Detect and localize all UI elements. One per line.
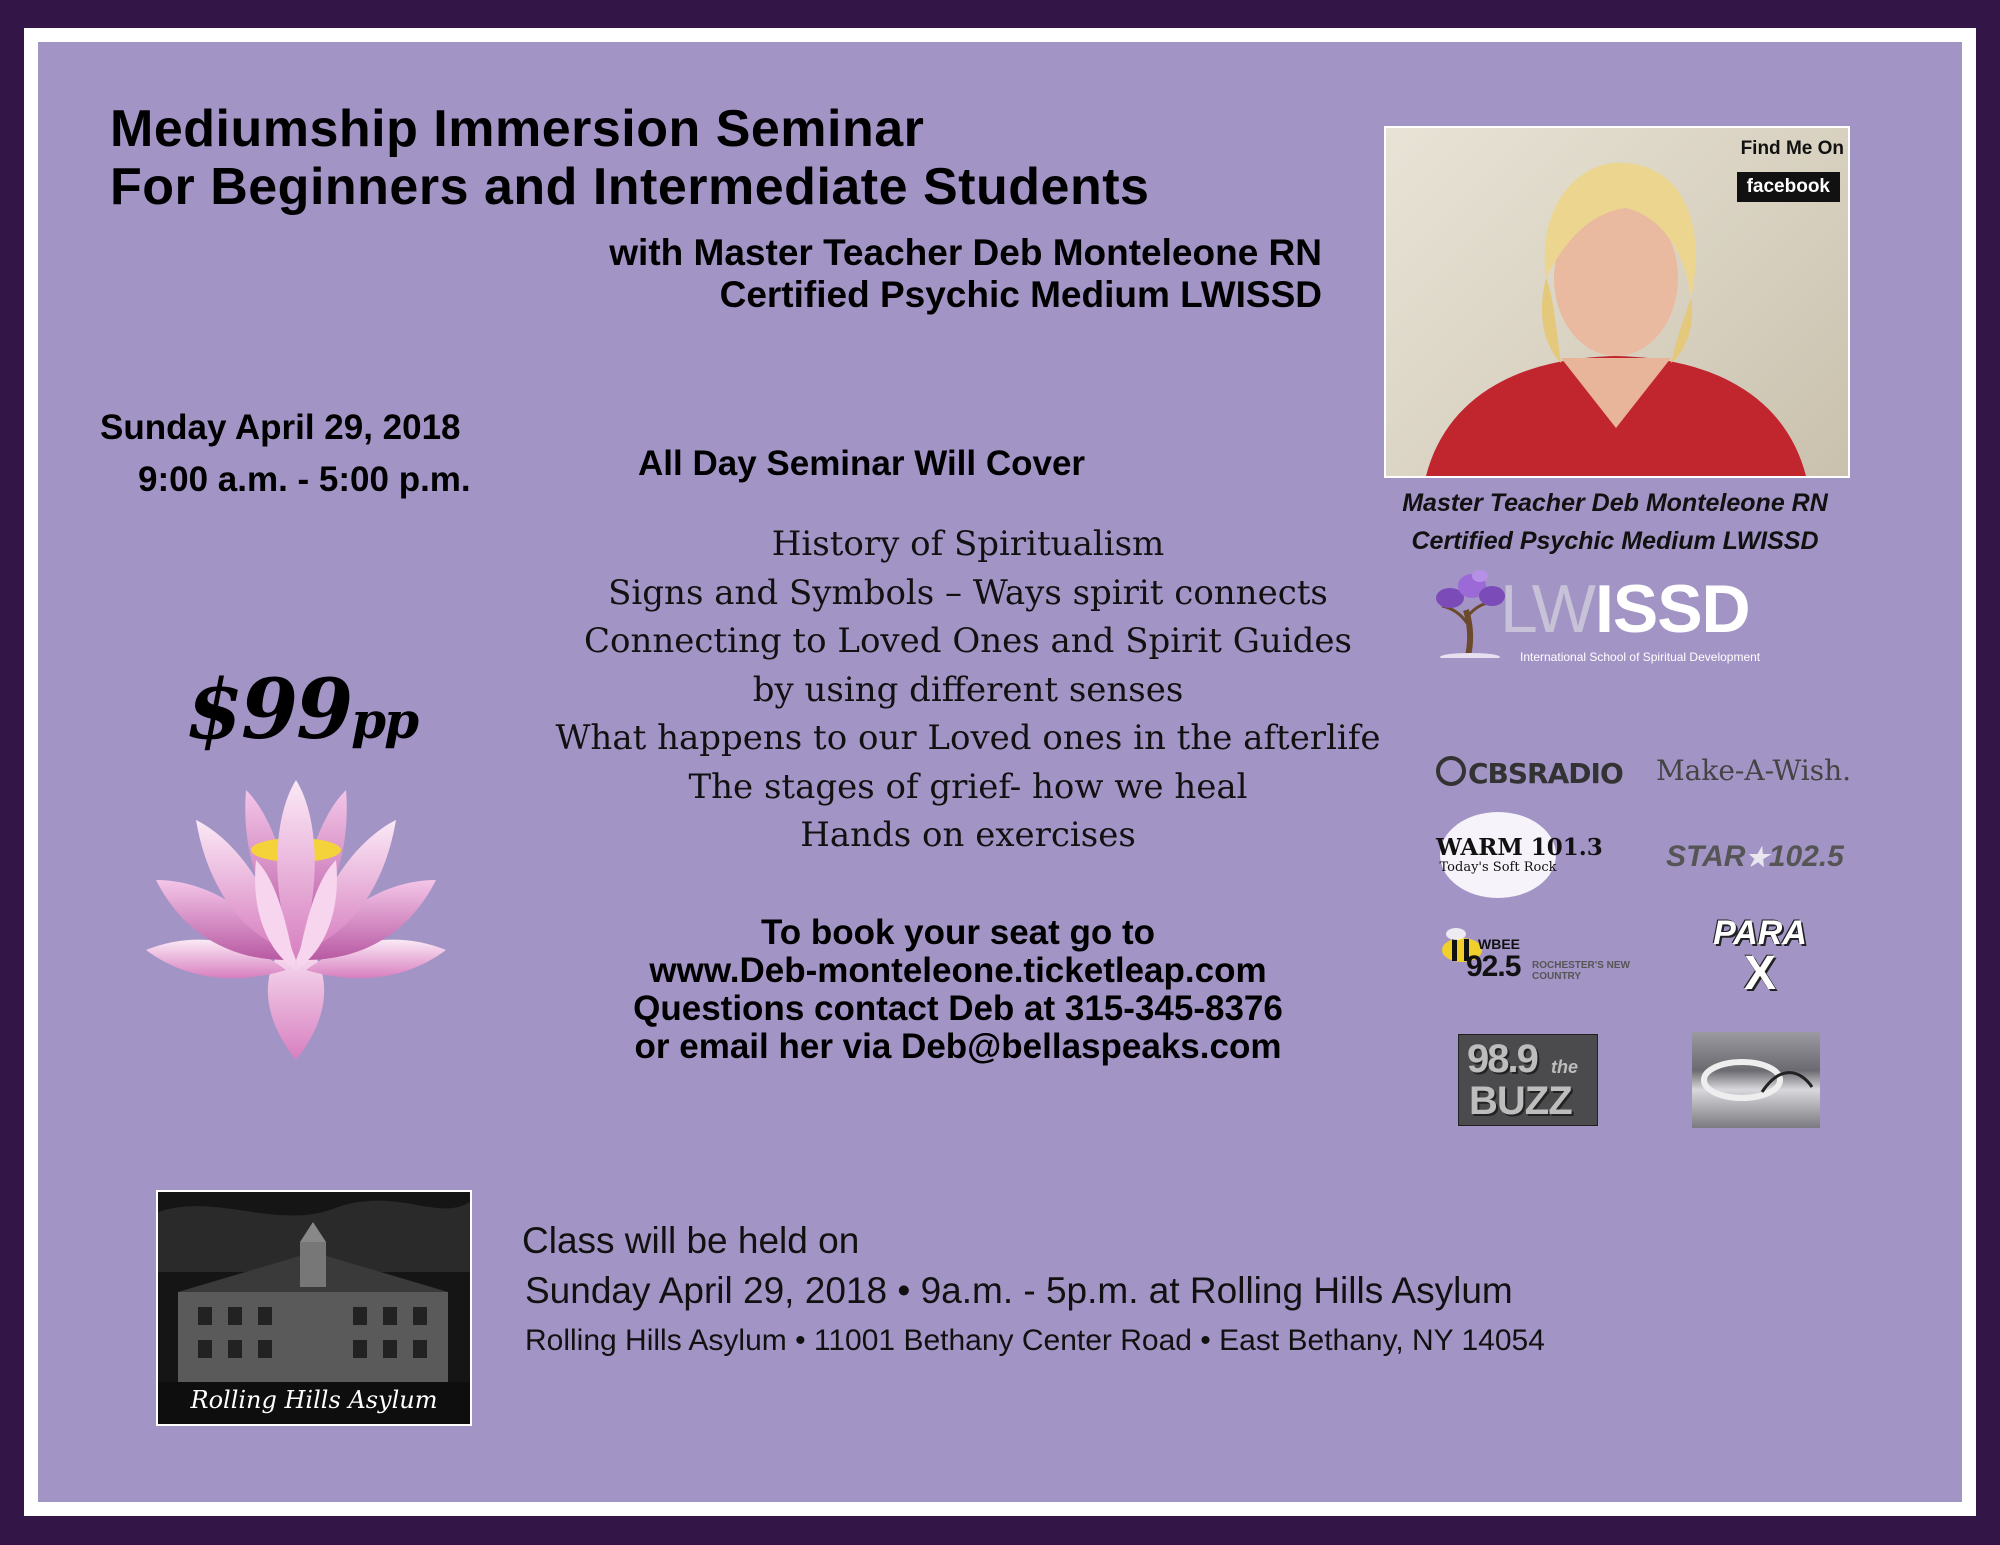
wbee-logo: [1436, 922, 1656, 1002]
star-number: 102.5: [1768, 840, 1844, 873]
cbs-eye-icon: [1436, 756, 1466, 786]
warm-tagline: Today's Soft Rock: [1439, 860, 1557, 875]
para-x-logo: [1698, 914, 1822, 1000]
topic-item: The stages of grief- how we heal: [688, 766, 1248, 807]
title-line-1: Mediumship Immersion Seminar: [110, 100, 925, 158]
rolling-hills-asylum-photo: [156, 1190, 472, 1426]
buzz-the: the: [1551, 1057, 1578, 1077]
wbee-number: 92.5: [1466, 950, 1521, 983]
booking-info: [468, 914, 1448, 1066]
teacher-photo: [1384, 126, 1850, 478]
class-heading: Class will be held on: [522, 1220, 860, 1261]
star-1025-logo: [1666, 840, 1844, 874]
booking-phone: Questions contact Deb at 315-345-8376: [633, 989, 1283, 1028]
cbs-radio-logo: [1436, 756, 1623, 790]
topic-item: What happens to our Loved ones in the afterlife: [555, 718, 1381, 758]
wbee-label: WBEE: [1478, 936, 1520, 952]
price-amount: $99: [186, 662, 352, 758]
lwissd-lw: LW: [1500, 571, 1595, 647]
tree-icon: [1430, 568, 1510, 658]
para-x-label: X: [1743, 947, 1776, 1000]
price: [186, 662, 417, 758]
lwissd-issd: ISSD: [1594, 571, 1750, 647]
event-time: 9:00 a.m. - 5:00 p.m.: [138, 460, 471, 499]
title-line-2: For Beginners and Intermediate Students: [110, 158, 1150, 216]
class-details: Sunday April 29, 2018 • 9a.m. - 5p.m. at Rolling Hills Asylum: [525, 1270, 1513, 1311]
star-label: STAR: [1666, 840, 1746, 873]
subtitle: [422, 232, 1322, 316]
topic-list: [458, 520, 1478, 860]
topic-item: History of Spiritualism: [771, 524, 1165, 564]
caption-line-1: Master Teacher Deb Monteleone RN: [1402, 489, 1828, 517]
para-label: PARA: [1713, 914, 1807, 952]
warm-logo: WARM 101.3: [1436, 834, 1603, 861]
topic-item: Signs and Symbols – Ways spirit connects: [608, 572, 1328, 613]
buzz-number: 98.9: [1467, 1037, 1537, 1081]
booking-line-1: To book your seat go to: [760, 913, 1156, 952]
page-title: [110, 100, 1149, 216]
wbee-tagline: ROCHESTER'S NEW COUNTRY: [1532, 960, 1630, 982]
make-a-wish-logo: Make-A-Wish.: [1656, 754, 1852, 787]
booking-email[interactable]: or email her via Deb@bellaspeaks.com: [634, 1027, 1282, 1066]
price-unit: pp: [351, 691, 418, 750]
event-date-time: [100, 402, 471, 506]
topic-item: Connecting to Loved Ones and Spirit Guides: [583, 621, 1353, 661]
topic-item: by using different senses: [752, 669, 1184, 710]
booking-url[interactable]: www.Deb-monteleone.ticketleap.com: [649, 951, 1267, 990]
class-address: Rolling Hills Asylum • 11001 Bethany Center Road • East Bethany, NY 14054: [525, 1324, 1545, 1357]
lotus-flower-icon: [136, 770, 456, 1070]
photo-caption: [1384, 484, 1846, 560]
event-date: Sunday April 29, 2018: [100, 408, 461, 447]
station-swirl-icon: [1692, 1032, 1820, 1128]
lwissd-logo: [1430, 568, 1830, 668]
buzz-989-logo: [1458, 1034, 1598, 1126]
subtitle-line-1: with Master Teacher Deb Monteleone RN: [609, 232, 1322, 273]
buzz-label: BUZZ: [1469, 1079, 1572, 1123]
subtitle-line-2: Certified Psychic Medium LWISSD: [719, 274, 1322, 315]
cbs-label: CBSRADIO: [1468, 757, 1623, 790]
flyer-panel: [38, 42, 1962, 1502]
asylum-logo-text: Rolling Hills Asylum: [190, 1386, 438, 1414]
topic-item: Hands on exercises: [800, 815, 1136, 855]
find-me-on-label: Find Me On: [1740, 138, 1844, 159]
caption-line-2: Certified Psychic Medium LWISSD: [1411, 527, 1819, 555]
seminar-heading: All Day Seminar Will Cover: [638, 444, 1086, 483]
lwissd-tagline: International School of Spiritual Development: [1520, 650, 1761, 664]
lwissd-wordmark: [1500, 570, 1750, 648]
station-logo-image: [1692, 1032, 1820, 1128]
facebook-badge[interactable]: facebook: [1737, 172, 1840, 202]
star-icon: ★: [1745, 842, 1769, 872]
